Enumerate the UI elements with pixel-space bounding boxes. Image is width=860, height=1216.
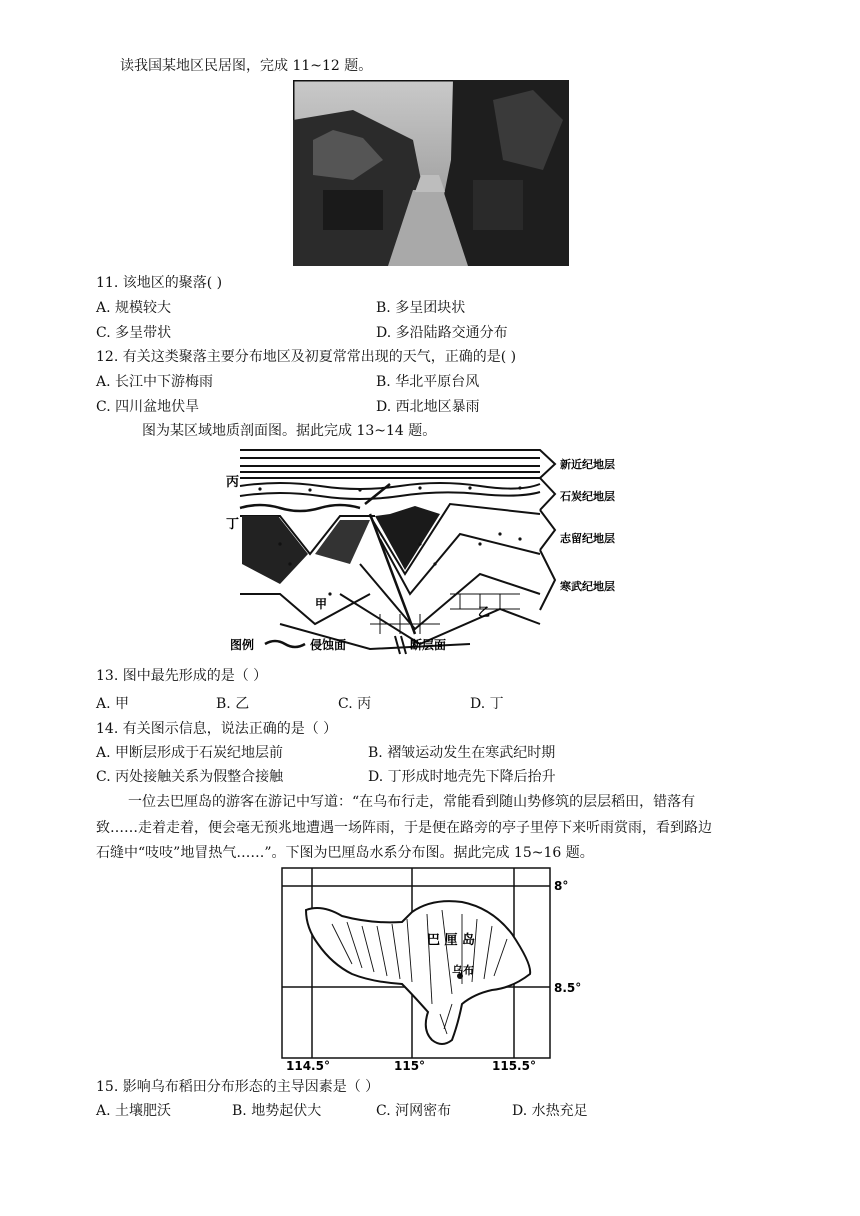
q14-option-a[interactable]: A. 甲断层形成于石炭纪地层前 (96, 745, 284, 761)
q12-option-d[interactable]: D. 西北地区暴雨 (376, 399, 480, 415)
q15-option-a[interactable]: A. 土壤肥沃 (96, 1103, 172, 1119)
point-jia: 甲 (315, 597, 328, 611)
lon-115-5: 115.5° (492, 1059, 536, 1072)
lat-8: 8° (554, 879, 569, 893)
legend-erosion: 侵蚀面 (310, 638, 347, 652)
q11-option-c[interactable]: C. 多呈带状 (96, 325, 172, 341)
q11-option-a[interactable]: A. 规模较大 (96, 300, 172, 316)
point-bing: 丙 (226, 475, 240, 490)
q15-option-c[interactable]: C. 河网密布 (376, 1103, 452, 1119)
q15-option-b[interactable]: B. 地势起伏大 (232, 1103, 322, 1119)
point-yi: 乙 (478, 605, 491, 619)
question-14-stem: 14. 有关图示信息，说法正确的是（ ） (96, 721, 338, 737)
lon-114-5: 114.5° (286, 1059, 330, 1072)
ubud-label: 乌布 (452, 964, 474, 977)
q12-option-a[interactable]: A. 长江中下游梅雨 (96, 374, 214, 390)
passage-line-2: 致……走着走着，便会毫无预兆地遭遇一场阵雨，于是便在路旁的亭子里停下来听雨赏雨，看到路边 (96, 820, 712, 836)
legend-title: 图例 (230, 638, 255, 652)
question-12-stem: 12. 有关这类聚落主要分布地区及初夏常常出现的天气，正确的是( ) (96, 349, 517, 365)
intro-13-14: 图为某区域地质剖面图。据此完成 13~14 题。 (142, 423, 437, 439)
question-13-stem: 13. 图中最先形成的是（ ） (96, 668, 268, 684)
intro-11-12: 读我国某地区民居图，完成 11~12 题。 (120, 58, 373, 74)
lat-8-5: 8.5° (554, 981, 582, 995)
layer-cambrian: 寒武纪地层 (560, 580, 615, 593)
q14-option-d[interactable]: D. 丁形成时地壳先下降后抬升 (368, 769, 556, 785)
q13-option-a[interactable]: A. 甲 (96, 696, 130, 712)
q12-option-c[interactable]: C. 四川盆地伏旱 (96, 399, 200, 415)
geologic-section-figure (220, 444, 650, 658)
legend-fault: 断层面 (410, 638, 447, 652)
passage-line-1: 一位去巴厘岛的游客在游记中写道：“在乌布行走，常能看到随山势修筑的层层稻田，错落有 (128, 794, 696, 810)
question-11-stem: 11. 该地区的聚落( ) (96, 275, 223, 291)
passage-line-3: 石缝中“吱吱”地冒热气……”。下图为巴厘岛水系分布图。据此完成 15~16 题。 (96, 845, 594, 861)
question-15-stem: 15. 影响乌布稻田分布形态的主导因素是（ ） (96, 1079, 380, 1095)
layer-neogene: 新近纪地层 (560, 458, 615, 471)
layer-carboniferous: 石炭纪地层 (560, 490, 615, 503)
layer-silurian: 志留纪地层 (560, 532, 615, 545)
q11-option-b[interactable]: B. 多呈团块状 (376, 300, 466, 316)
q14-option-c[interactable]: C. 丙处接触关系为假整合接触 (96, 769, 284, 785)
q11-option-d[interactable]: D. 多沿陆路交通分布 (376, 325, 508, 341)
bali-river-map (262, 864, 582, 1072)
q15-option-d[interactable]: D. 水热充足 (512, 1103, 588, 1119)
point-ding: 丁 (226, 517, 240, 532)
q13-option-d[interactable]: D. 丁 (470, 696, 504, 712)
lon-115: 115° (394, 1059, 426, 1072)
q13-option-b[interactable]: B. 乙 (216, 696, 250, 712)
q12-option-b[interactable]: B. 华北平原台风 (376, 374, 480, 390)
island-label: 巴 厘 岛 (427, 933, 476, 948)
q14-option-b[interactable]: B. 褶皱运动发生在寒武纪时期 (368, 745, 556, 761)
q13-option-c[interactable]: C. 丙 (338, 696, 372, 712)
village-photo (293, 80, 569, 266)
